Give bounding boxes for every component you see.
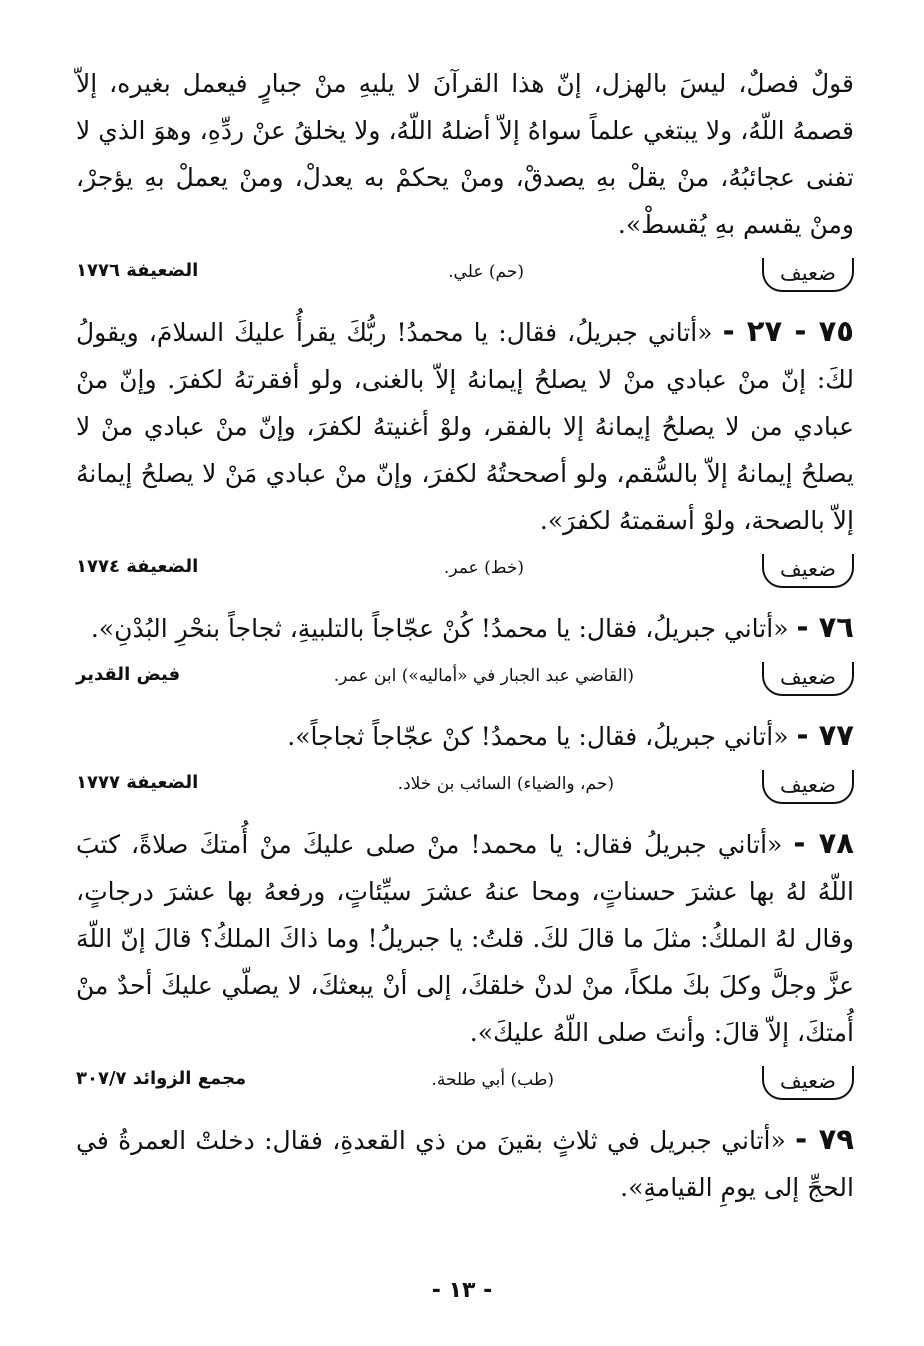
hadith-block — [76, 604, 854, 704]
grade-badge: ضعيف — [762, 258, 854, 292]
grade-badge: ضعيف — [762, 554, 854, 588]
reference-line — [76, 550, 854, 596]
grade-badge: ضعيف — [762, 662, 854, 696]
hadith-number: ٧٩ - — [795, 1122, 854, 1156]
reference-text: الضعيفة ١٧٧٧ — [76, 772, 199, 793]
source-text: (حم) علي. — [448, 262, 524, 282]
reference-line — [76, 766, 854, 812]
hadith-block — [76, 712, 854, 812]
reference-line — [76, 1062, 854, 1108]
hadith-block — [76, 820, 854, 1108]
hadith-text: قولٌ فصلٌ، ليسَ بالهزل، إنّ هذا القرآنَ لا يليهِ منْ جبارٍ فيعمل بغيره، إلاّ قصمهُ اللّهُ، ولا يبتغي علماً سواهُ إلاّ أضلهُ اللّهُ، ولا يخلقُ عنْ ردِّهِ، وهوَ الذي لا تفنى عجائبُهُ، منْ يقلْ بهِ يصدقْ، ومنْ يحكمْ به يعدلْ، ومنْ يعملْ بهِ يؤجرْ، ومنْ يقسم بهِ يُقسطْ». — [76, 69, 854, 239]
hadith-text: ٧٨ - «أتاني جبريلُ فقال: يا محمد! منْ صلى عليكَ منْ أُمتكَ صلاةً، كتبَ اللّهُ لهُ بها عشرَ حسناتٍ، ومحا عنهُ عشرَ سيِّئاتٍ، ورفعهُ بها عشرَ درجاتٍ، وقال لهُ الملكُ: مثلَ ما قالَ لكَ. قلتُ: يا جبريلُ! وما ذاكَ الملكُ؟ قالَ إنّ اللّهَ عزَّ وجلَّ وكلَ بكَ ملكاً، منْ لدنْ خلقكَ، إلى أنْ يبعثكَ، لا يصلّي عليكَ أحدٌ منْ أُمتكَ، إلاّ قالَ: وأنتَ صلى اللّهُ عليكَ». — [76, 826, 854, 1047]
grade-badge: ضعيف — [762, 1066, 854, 1100]
source-text: (خط) عمر. — [443, 558, 524, 578]
reference-line — [76, 658, 854, 704]
reference-text: فيض القدير — [76, 664, 181, 685]
grade-badge: ضعيف — [762, 770, 854, 804]
reference-text: مجمع الزوائد ٣٠٧/٧ — [76, 1068, 247, 1089]
hadith-number: ٧٨ - — [793, 826, 854, 860]
reference-text: الضعيفة ١٧٧٤ — [76, 556, 199, 577]
hadith-block — [76, 1116, 854, 1211]
source-text: (طب) أبي طلحة. — [431, 1070, 554, 1090]
reference-line — [76, 254, 854, 300]
page-number: - ١٣ - — [431, 1278, 493, 1303]
hadith-number: ٧٦ - — [796, 610, 854, 644]
hadith-block — [76, 60, 854, 300]
source-text: (القاضي عبد الجبار في «أماليه») ابن عمر. — [333, 666, 634, 686]
source-text: (حم، والضياء) السائب بن خلاد. — [397, 774, 614, 794]
hadith-number: ٧٧ - — [796, 718, 854, 752]
hadith-text: ٧٩ - «أتاني جبريل في ثلاثٍ بقينَ من ذي القعدةِ، فقال: دخلتْ العمرةُ في الحجِّ إلى يومِ القيامةِ». — [76, 1122, 854, 1202]
hadith-text: ٧٥ - ٢٧ - «أتاني جبريلُ، فقال: يا محمدُ! ربُّكَ يقرأُ عليكَ السلامَ، ويقولُ لكَ: إنّ منْ عبادي منْ لا يصلحُ إيمانهُ إلاّ بالغنى، ولو أفقرتهُ لكفرَ. وإنّ منْ عبادي من لا يصلحُ إيمانهُ إلا بالفقر، ولوْ أغنيتهُ لكفرَ، وإنّ منْ عبادي منْ لا يصلحُ إيمانهُ إلاّ بالسُّقم، ولو أصححتُهُ لكفرَ، وإنّ منْ عبادي مَنْ لا يصلحُ إيمانهُ إلاّ بالصحة، ولوْ أسقمتهُ لكفرَ». — [76, 314, 855, 535]
hadith-number: ٧٥ - ٢٧ - — [722, 314, 855, 348]
reference-text: الضعيفة ١٧٧٦ — [76, 260, 199, 281]
hadith-text: ٧٧ - «أتاني جبريلُ، فقال: يا محمدُ! كنْ عجّاجاً ثجاجاً». — [287, 718, 854, 752]
hadith-block — [76, 308, 854, 596]
hadith-text: ٧٦ - «أتاني جبريلُ، فقال: يا محمدُ! كُنْ عجّاجاً بالتلبيةِ، ثجاجاً بنحْرِ البُدْنِ». — [90, 610, 854, 644]
